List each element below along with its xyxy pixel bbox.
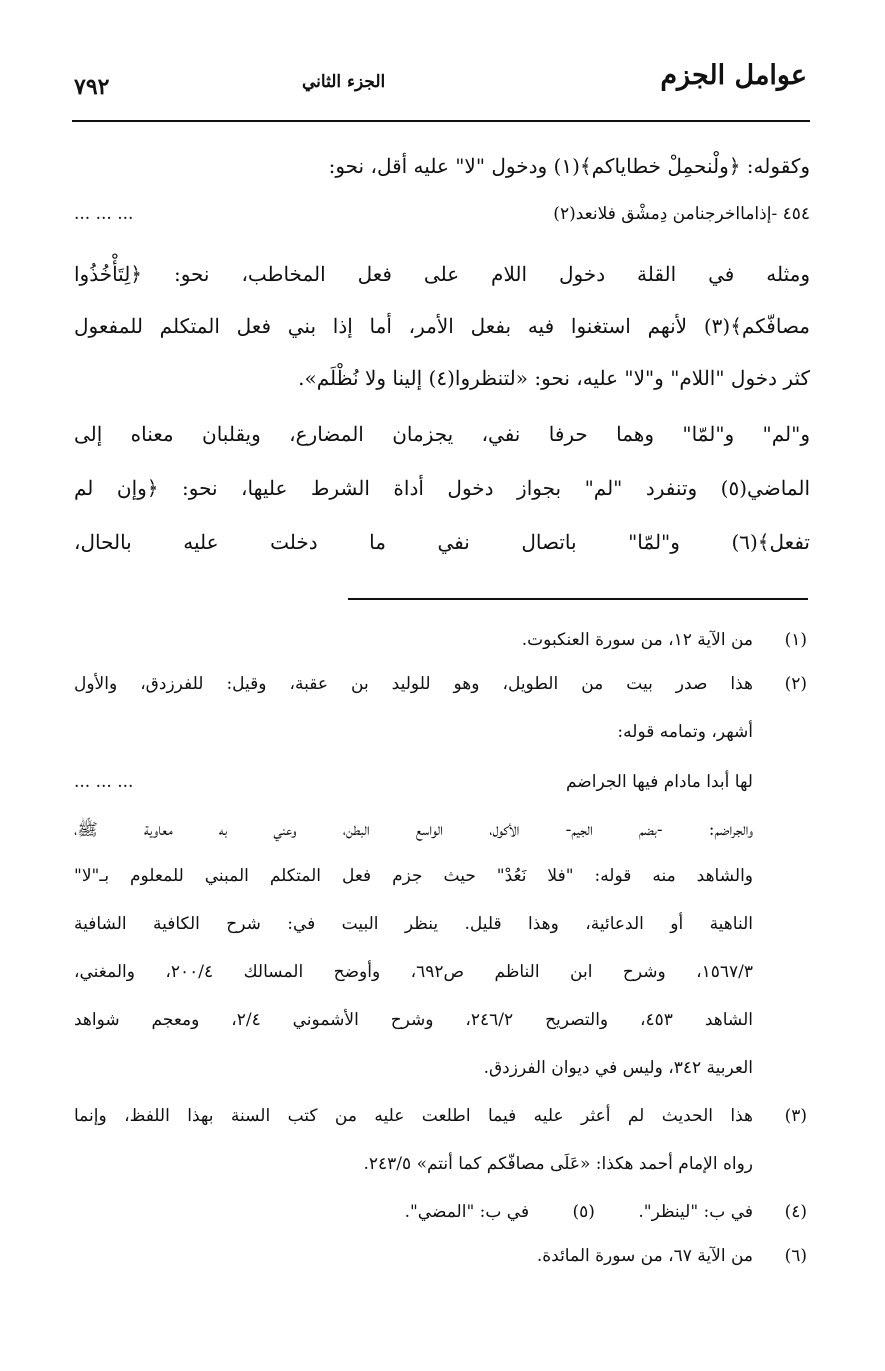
footnote-2-line-4: والجراضم: -بضم الجيم- الأكول، الواسع البطن، وعني به معاوية ﷺ، <box>74 820 753 840</box>
verse-number-text: ٤٥٤ -إذامااخرجنامن دِمشْق فلانعد(٢) <box>553 204 810 224</box>
volume-label: الجزء الثاني <box>302 72 386 92</box>
footnote-6-number: (٦) <box>784 1246 807 1266</box>
footnote-2-line-8: الشاهد ٤٥٣، والتصريح ٢٤٦/٢، وشرح الأشموني ٢/٤، ومعجم شواهد <box>74 1010 753 1030</box>
footnote-3-line-1: هذا الحديث لم أعثر عليه فيما اطلعت عليه من كتب السنة بهذا اللفظ، وإنما <box>74 1106 753 1126</box>
main-line-3: ومثله في القلة دخول اللام على فعل المخاطب، نحو: ﴿لِتَأْخُذُوا <box>74 262 810 286</box>
footnote-5-number: (٥) <box>572 1202 595 1222</box>
footnotes-4-5-line <box>74 1194 753 1230</box>
footnote-separator <box>348 598 808 600</box>
main-line-6: و"لم" و"لمّا" وهما حرفا نفي، يجزمان المضارع، ويقلبان معناه إلى <box>74 422 810 446</box>
footnote-2-line-5: والشاهد منه قوله: "فلا نَعُدْ" حيث جزم فعل المتكلم المبني للمعلوم بـ"لا" <box>74 866 753 886</box>
footnote-3-line-2: رواه الإمام أحمد هكذا: «عَلَى مصافّكم كما أنتم» ٢٤٣/٥. <box>363 1154 753 1174</box>
footnote-2-line-6: الناهية أو الدعائية، وهذا قليل. ينظر البيت في: شرح الكافية الشافية <box>74 914 753 934</box>
footnote-1-line: من الآية ١٢، من سورة العنكبوت. <box>521 630 753 650</box>
chapter-title: عوامل الجزم <box>660 60 807 91</box>
footnote-2-line-7: ١٥٦٧/٣، وشرح ابن الناظم ص٦٩٢، وأوضح المسالك ٢٠٠/٤، والمغني، <box>74 962 753 982</box>
footnote-2-verse-ellipsis: ... ... ... <box>74 772 134 792</box>
footnote-2-verse-text: لها أبدا مادام فيها الجراضم <box>565 772 753 792</box>
main-line-1: وكقوله: ﴿ولْنحمِلْ خطاياكم﴾(١) ودخول "لا" عليه أقل، نحو: <box>328 154 810 178</box>
verse-line <box>74 194 810 234</box>
page-number: ٧٩٢ <box>74 74 110 100</box>
main-line-4: مصافّكم﴾(٣) لأنهم استغنوا فيه بفعل الأمر، أما إذا بني فعل المتكلم للمفعول <box>74 314 810 338</box>
footnote-2-line-2: أشهر، وتمامه قوله: <box>617 722 753 742</box>
main-line-5: كثر دخول "اللام" و"لا" عليه، نحو: «لتنظروا(٤) إلينا ولا نُظْلَم». <box>298 366 810 390</box>
footnote-6-line: من الآية ٦٧، من سورة المائدة. <box>536 1246 753 1266</box>
footnote-2-line-9: العربية ٣٤٢، وليس في ديوان الفرزدق. <box>483 1058 753 1078</box>
footnote-2-line-1: هذا صدر بيت من الطويل، وهو للوليد بن عقبة، وقيل: للفرزدق، والأول <box>74 674 753 694</box>
footnote-5-text: في ب: "المضي". <box>404 1202 530 1222</box>
footnote-2-verse <box>74 764 753 800</box>
verse-ellipsis: ... ... ... <box>74 204 134 224</box>
footnote-1-number: (١) <box>784 630 807 650</box>
main-line-8: تفعل﴾(٦) و"لمّا" باتصال نفي ما دخلت عليه بالحال، <box>74 530 810 554</box>
header-rule <box>72 120 810 122</box>
footnote-3-number: (٣) <box>784 1106 807 1126</box>
main-line-7: الماضي(٥) وتنفرد "لم" بجواز دخول أداة الشرط عليها، نحو: ﴿وإن لم <box>74 476 810 500</box>
footnote-4-text: في ب: "لينظر". <box>638 1202 753 1222</box>
footnote-4-number: (٤) <box>784 1202 807 1222</box>
footnote-2-number: (٢) <box>784 674 807 694</box>
